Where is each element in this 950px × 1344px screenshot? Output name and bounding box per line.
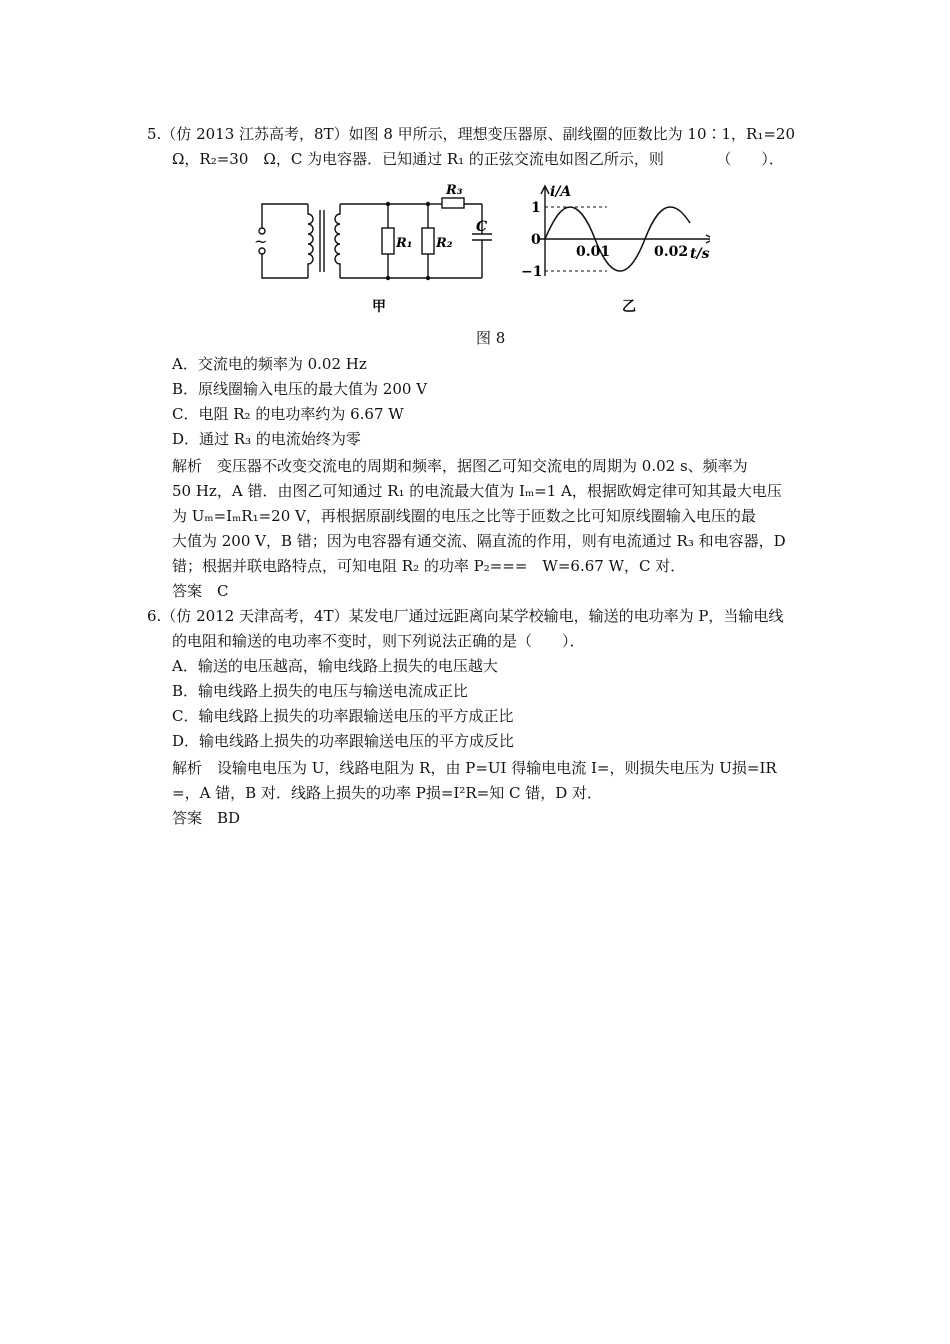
y-tick-1: 1 — [531, 200, 541, 216]
ac-source-symbol: ~ — [254, 232, 268, 251]
q6-answer: 答案 BD — [172, 809, 241, 827]
q5-analysis-line-2: 50 Hz，A 错．由图乙可知通过 R₁ 的电流最大值为 Iₘ=1 A，根据欧姆定律可知其最大电压 — [172, 482, 782, 500]
x-axis-label: t/s — [690, 246, 710, 262]
q5-stem-line-2: Ω，R₂=30 Ω，C 为电容器．已知通过 R₁ 的正弦交流电如图乙所示，则 （ ）． — [172, 150, 784, 168]
r2-label: R₂ — [436, 236, 453, 251]
q5-option-d: D．通过 R₃ 的电流始终为零 — [172, 430, 361, 448]
q6-option-d: D．输电线路上损失的功率跟输送电压的平方成反比 — [172, 732, 515, 750]
q5-option-b: B．原线圈输入电压的最大值为 200 V — [172, 380, 428, 398]
q5-option-a: A．交流电的频率为 0.02 Hz — [172, 355, 367, 373]
r1-label: R₁ — [396, 236, 413, 251]
figure-caption: 图 8 — [476, 329, 506, 347]
q6-stem-line-1: 6.（仿 2012 天津高考，4T）某发电厂通过远距离向某学校输电，输送的电功率为 P，当输电线 — [147, 607, 784, 625]
q5-answer: 答案 C — [172, 582, 229, 600]
circuit-label: 甲 — [372, 299, 386, 315]
y-axis-label: i/A — [550, 184, 572, 200]
figure-8 — [250, 176, 710, 316]
x-tick-0.02: 0.02 — [654, 244, 689, 260]
y-tick-minus-1: −1 — [521, 264, 543, 280]
q6-analysis-line-2: =，A 错，B 对．线路上损失的功率 P损=I²R=知 C 错，D 对． — [172, 784, 602, 802]
current-graph — [521, 184, 710, 315]
q6-option-c: C．输电线路上损失的功率跟输送电压的平方成正比 — [172, 707, 514, 725]
graph-label: 乙 — [622, 299, 636, 315]
q5-analysis-line-4: 大值为 200 V，B 错；因为电容器有通交流、隔直流的作用，则有电流通过 R₃ 和电容器，D — [172, 532, 786, 550]
capacitor-label: C — [476, 219, 488, 235]
y-tick-0: 0 — [531, 232, 541, 248]
q5-stem-line-1: 5.（仿 2013 江苏高考，8T）如图 8 甲所示，理想变压器原、副线圈的匝数比为 10∶1，R₁=20 — [147, 125, 796, 143]
q6-option-a: A．输送的电压越高，输电线路上损失的电压越大 — [172, 657, 498, 675]
q5-analysis-line-3: 为 Uₘ=IₘR₁=20 V，再根据原副线圈的电压之比等于匝数之比可知原线圈输入电压的最 — [172, 507, 756, 525]
q6-stem-line-2: 的电阻和输送的电功率不变时，则下列说法正确的是（ ）． — [172, 632, 585, 650]
q5-analysis-line-5: 错；根据并联电路特点，可知电阻 R₂ 的功率 P₂=== W=6.67 W，C 对． — [172, 557, 686, 575]
q5-option-c: C．电阻 R₂ 的电功率约为 6.67 W — [172, 405, 404, 423]
x-tick-0.01: 0.01 — [576, 244, 611, 260]
circuit-diagram — [259, 198, 492, 278]
q5-analysis-line-1: 解析 变压器不改变交流电的周期和频率，据图乙可知交流电的周期为 0.02 s、频率为 — [172, 457, 748, 475]
q6-analysis-line-1: 解析 设输电电压为 U，线路电阻为 R，由 P=UI 得输电电流 I=，则损失电压为 U损=IR — [172, 759, 777, 777]
q6-option-b: B．输电线路上损失的电压与输送电流成正比 — [172, 682, 469, 700]
r3-label: R₃ — [446, 183, 463, 198]
